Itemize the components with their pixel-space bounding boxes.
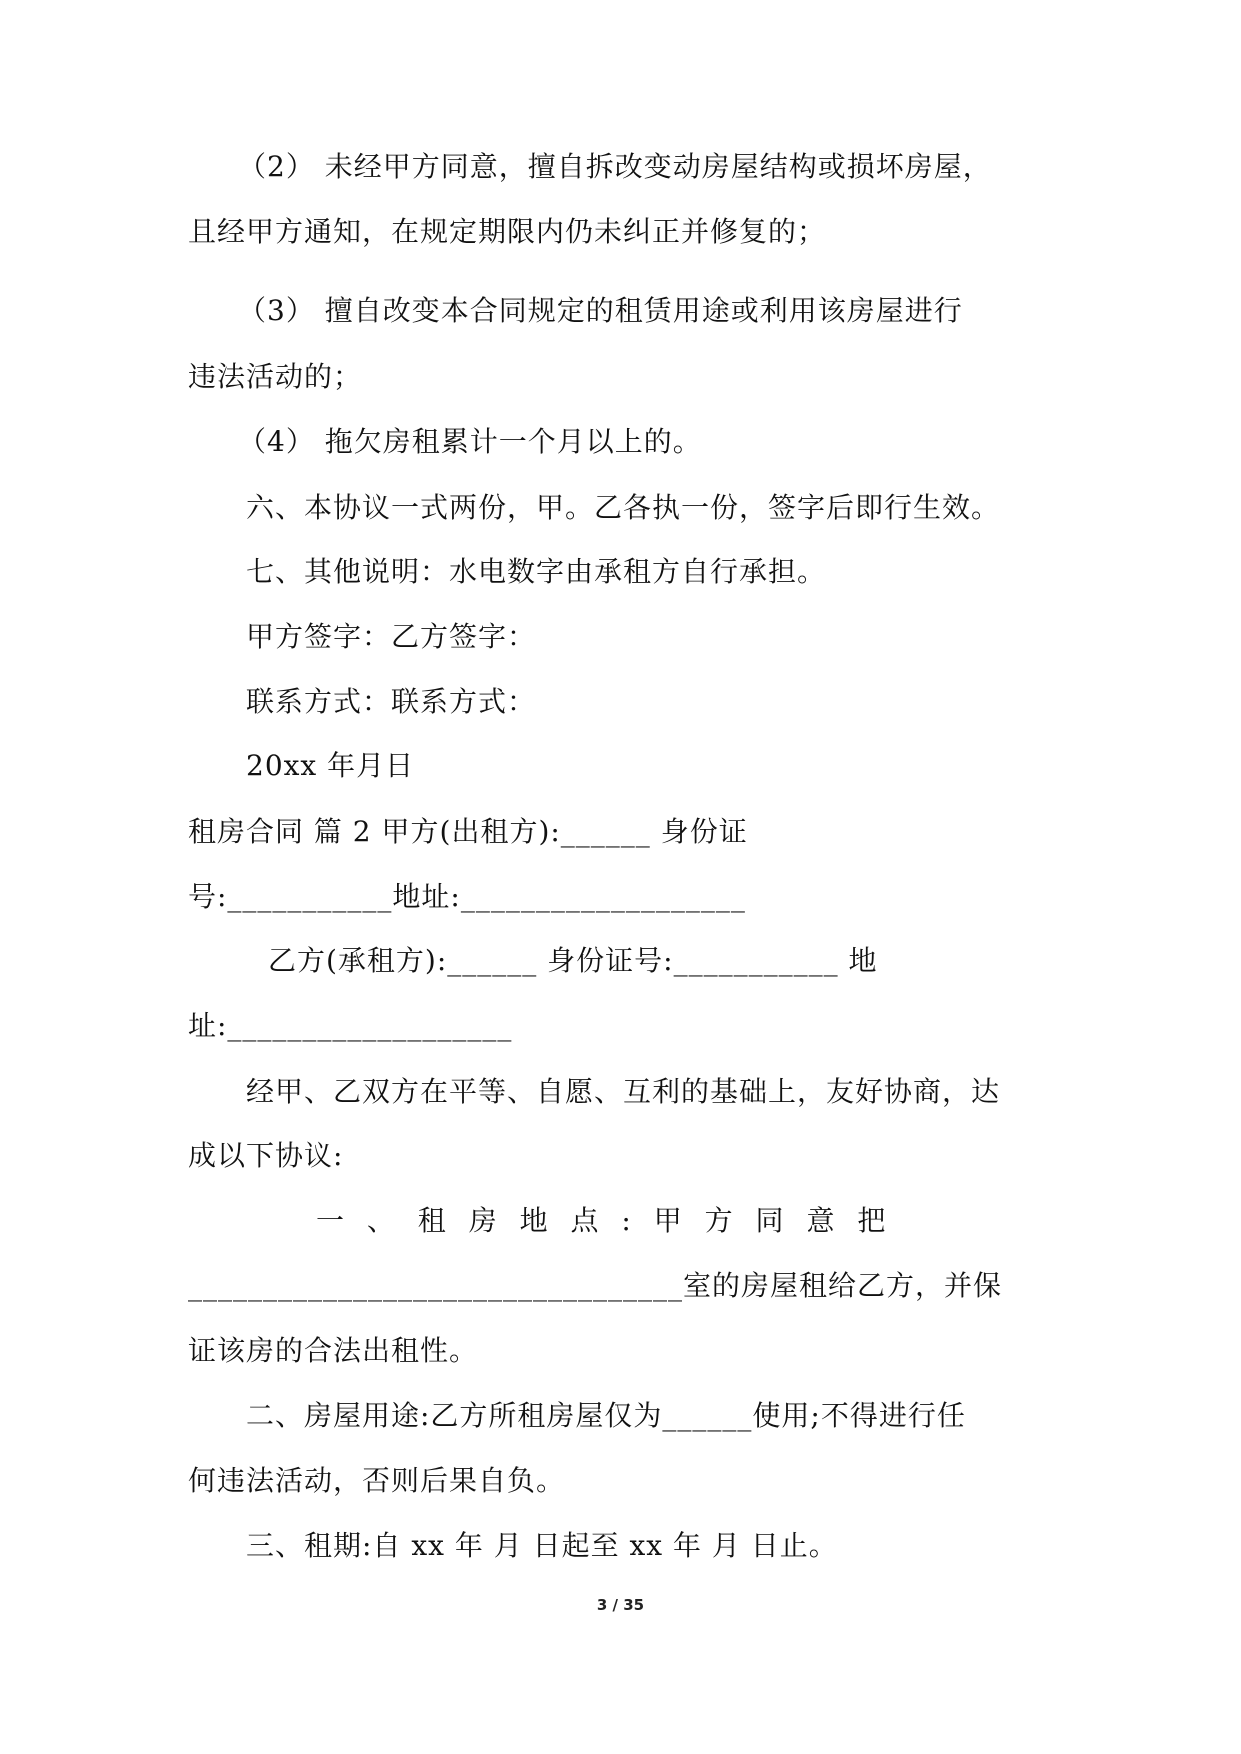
text-line: 甲方签字：乙方签字： [246, 620, 537, 653]
text-line: 违法活动的； [188, 360, 363, 393]
text-line: 三、租期:自 xx 年 月 日起至 xx 年 月 日止。 [246, 1529, 838, 1562]
text-line: 何违法活动，否则后果自负。 [188, 1464, 566, 1497]
text-line: （3） 擅自改变本合同规定的租赁用途或利用该房屋进行 [238, 294, 963, 327]
text-line: 证该房的合法出租性。 [188, 1334, 479, 1367]
text-line: 成以下协议: [188, 1139, 344, 1172]
text-line: 20xx 年月日 [246, 749, 415, 782]
text-line: 乙方(承租方):______ 身份证号:___________ 地 [268, 944, 878, 977]
text-line: （2） 未经甲方同意，擅自拆改变动房屋结构或损坏房屋， [238, 150, 992, 183]
text-line: 一 、 租 房 地 点 : 甲 方 同 意 把 [316, 1204, 887, 1237]
text-line: （4） 拖欠房租累计一个月以上的。 [238, 425, 702, 458]
text-line: 七、其他说明：水电数字由承租方自行承担。 [246, 555, 827, 588]
text-line: 址:___________________ [188, 1009, 513, 1042]
text-line: _________________________________室的房屋租给乙方，并保 [188, 1269, 1003, 1302]
text-line: 租房合同 篇 2 甲方(出租方):______ 身份证 [188, 815, 748, 848]
page-number: 3 / 35 [596, 1596, 645, 1614]
text-line: 且经甲方通知，在规定期限内仍未纠正并修复的； [188, 215, 827, 248]
text-line: 经甲、乙双方在平等、自愿、互利的基础上，友好协商，达 [246, 1075, 1001, 1108]
text-line: 号:___________地址:___________________ [188, 880, 746, 913]
text-line: 六、本协议一式两份，甲。乙各执一份，签字后即行生效。 [246, 491, 1001, 524]
text-line: 二、房屋用途:乙方所租房屋仅为______使用;不得进行任 [246, 1399, 966, 1432]
text-line: 联系方式：联系方式： [246, 685, 537, 718]
